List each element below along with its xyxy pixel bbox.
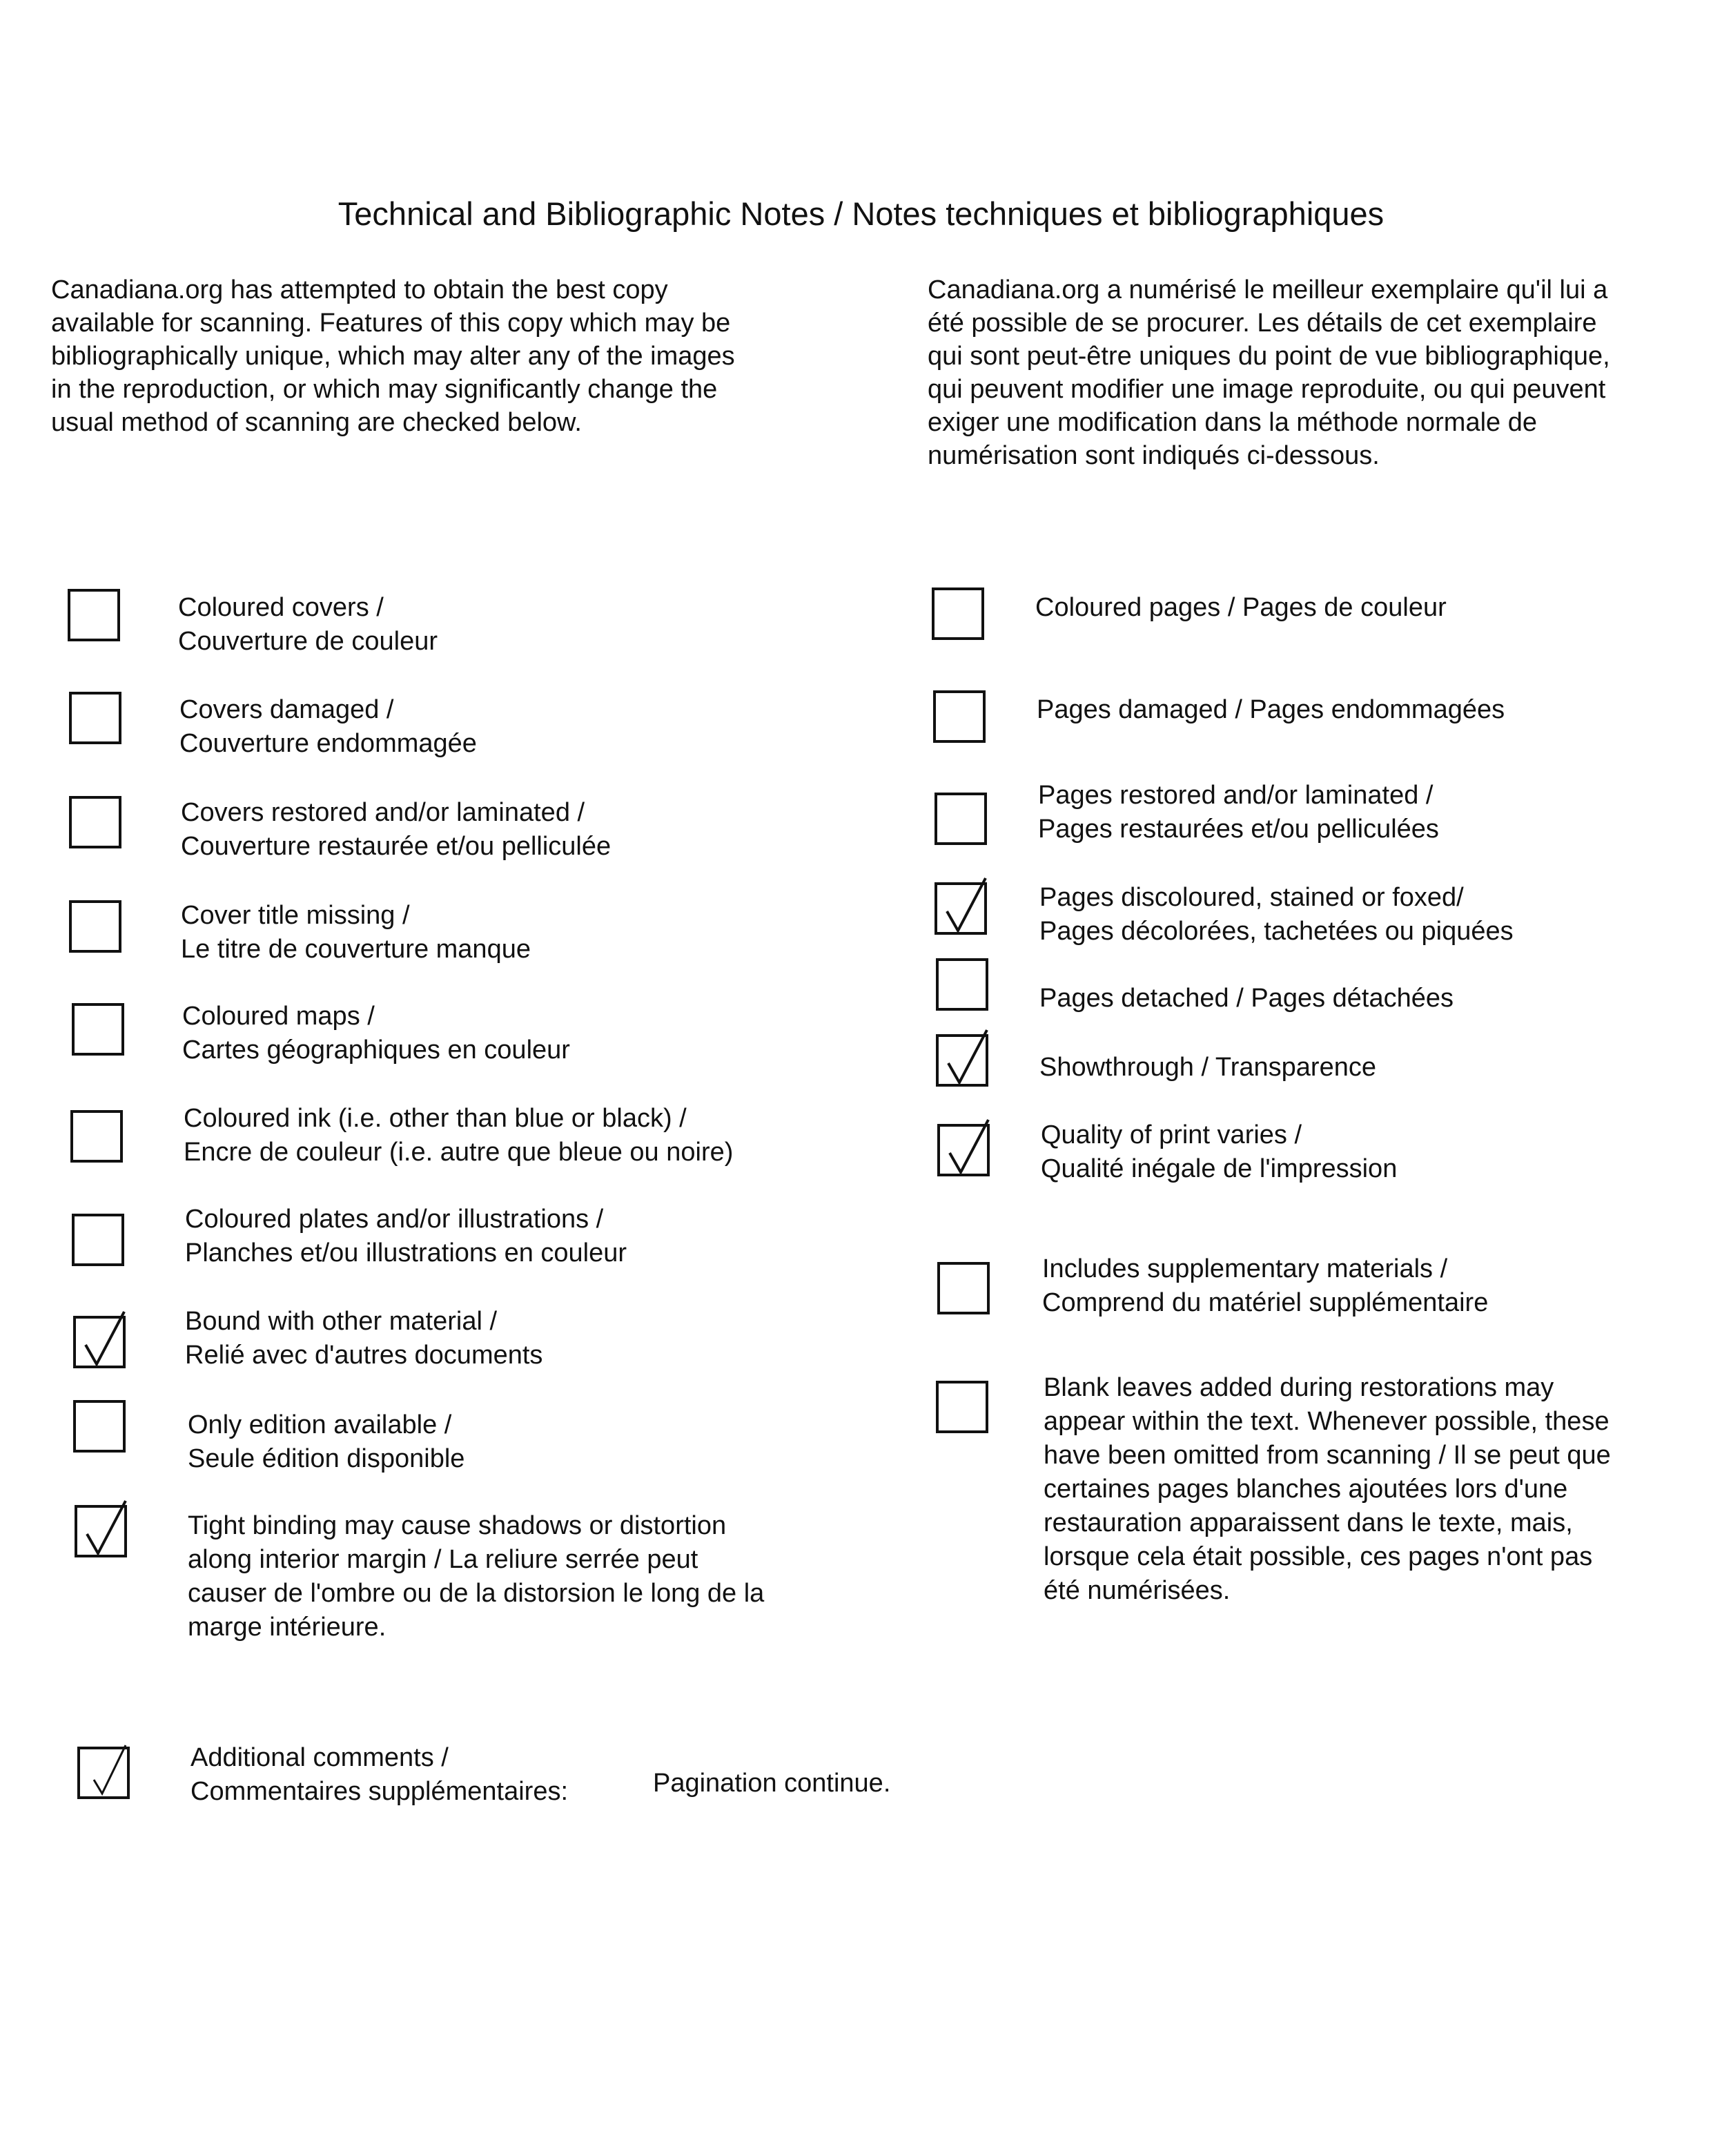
label-line: causer de l'ombre ou de la distorsion le long de la xyxy=(188,1579,765,1608)
label-line: Pages detached / Pages détachées xyxy=(1039,984,1454,1013)
label-line: have been omitted from scanning / Il se peut que xyxy=(1044,1441,1611,1470)
label-line: Pages restaurées et/ou pelliculées xyxy=(1038,815,1439,844)
intro-fr-line: qui sont peut-être uniques du point de vue bibliographique, xyxy=(928,342,1610,371)
label-line: Commentaires supplémentaires: xyxy=(190,1777,569,1806)
right-item-checkbox[interactable] xyxy=(937,1262,990,1314)
additional-comments-checkbox[interactable] xyxy=(77,1747,130,1799)
right-item-label xyxy=(1038,779,1439,846)
intro-fr-line: numérisation sont indiqués ci-dessous. xyxy=(928,441,1380,470)
intro-fr-line: exiger une modification dans la méthode normale de xyxy=(928,408,1537,437)
left-item-checkbox[interactable] xyxy=(72,1214,124,1266)
label-line: Bound with other material / xyxy=(185,1307,498,1336)
right-item-checkbox[interactable] xyxy=(935,882,987,935)
right-item-checkbox[interactable] xyxy=(937,1124,990,1176)
left-item-label xyxy=(184,1102,733,1169)
right-item-label xyxy=(1039,881,1514,949)
left-item-checkbox[interactable] xyxy=(70,1110,123,1163)
additional-comments-label xyxy=(190,1741,568,1809)
label-line: Pages restored and/or laminated / xyxy=(1038,781,1434,810)
label-line: restauration apparaissent dans le texte, mais, xyxy=(1044,1508,1573,1537)
left-item-checkbox[interactable] xyxy=(69,796,121,848)
label-line: marge intérieure. xyxy=(188,1613,387,1642)
label-line: Qualité inégale de l'impression xyxy=(1041,1154,1398,1183)
left-item-checkbox[interactable] xyxy=(73,1400,126,1453)
right-item-checkbox[interactable] xyxy=(933,690,986,743)
right-item-label xyxy=(1039,1051,1376,1085)
left-item-label xyxy=(179,693,477,761)
label-line: Covers restored and/or laminated / xyxy=(181,798,585,827)
left-item-label xyxy=(185,1203,627,1270)
left-item-label xyxy=(181,796,611,864)
label-line: Includes supplementary materials / xyxy=(1042,1254,1448,1283)
right-item-label xyxy=(1041,1118,1397,1186)
label-line: été numérisées. xyxy=(1044,1576,1231,1605)
label-line: Planches et/ou illustrations en couleur xyxy=(185,1239,627,1268)
intro-english xyxy=(51,273,735,439)
right-item-checkbox[interactable] xyxy=(936,958,988,1011)
intro-en-line: in the reproduction, or which may significantly change the xyxy=(51,375,718,404)
right-item-checkbox[interactable] xyxy=(936,1034,988,1087)
label-line: Covers damaged / xyxy=(179,695,394,724)
label-line: Couverture de couleur xyxy=(178,627,438,656)
additional-comments-value: Pagination continue. xyxy=(653,1769,891,1798)
left-item-label xyxy=(182,1000,570,1067)
intro-fr-line: Canadiana.org a numérisé le meilleur exemplaire qu'il lui a xyxy=(928,275,1608,304)
right-item-label xyxy=(1037,693,1505,727)
checkmark-icon xyxy=(933,875,995,944)
label-line: Blank leaves added during restorations may xyxy=(1044,1373,1554,1402)
label-line: appear within the text. Whenever possible, these xyxy=(1044,1407,1610,1436)
right-item-checkbox[interactable] xyxy=(936,1381,988,1433)
label-line: Pages damaged / Pages endommagées xyxy=(1037,695,1505,724)
label-line: Coloured covers / xyxy=(178,593,384,622)
left-item-label xyxy=(188,1408,464,1476)
checkmark-icon xyxy=(936,1117,998,1186)
left-item-checkbox[interactable] xyxy=(72,1003,124,1056)
left-item-checkbox[interactable] xyxy=(73,1316,126,1368)
label-line: Relié avec d'autres documents xyxy=(185,1341,543,1370)
label-line: Showthrough / Transparence xyxy=(1039,1053,1376,1082)
label-line: Only edition available / xyxy=(188,1410,452,1439)
left-item-checkbox[interactable] xyxy=(75,1505,127,1557)
checkmark-icon xyxy=(76,1740,138,1809)
right-item-label xyxy=(1044,1371,1611,1608)
label-line: Coloured ink (i.e. other than blue or black) / xyxy=(184,1104,687,1133)
label-line: Comprend du matériel supplémentaire xyxy=(1042,1288,1489,1317)
label-line: certaines pages blanches ajoutées lors d'une xyxy=(1044,1475,1568,1504)
label-line: Quality of print varies / xyxy=(1041,1120,1302,1149)
label-line: Pages décolorées, tachetées ou piquées xyxy=(1039,917,1514,946)
label-line: Couverture endommagée xyxy=(179,729,477,758)
label-line: Cartes géographiques en couleur xyxy=(182,1036,570,1065)
label-line: Coloured plates and/or illustrations / xyxy=(185,1205,604,1234)
left-item-label xyxy=(188,1509,764,1644)
intro-french xyxy=(928,273,1610,472)
label-line: Le titre de couverture manque xyxy=(181,935,531,964)
left-item-label xyxy=(185,1305,542,1372)
label-line: Cover title missing / xyxy=(181,901,410,930)
label-line: Encre de couleur (i.e. autre que bleue ou noire) xyxy=(184,1138,734,1167)
label-line: Tight binding may cause shadows or distortion xyxy=(188,1511,727,1540)
checkmark-icon xyxy=(72,1309,134,1378)
intro-fr-line: qui peuvent modifier une image reproduite, ou qui peuvent xyxy=(928,375,1606,404)
checkmark-icon xyxy=(73,1498,135,1567)
page-title: Technical and Bibliographic Notes / Notes techniques et bibliographiques xyxy=(337,195,1385,232)
right-item-label xyxy=(1035,591,1447,625)
right-item-label xyxy=(1039,982,1454,1016)
label-line: along interior margin / La reliure serrée peut xyxy=(188,1545,698,1574)
checkmark-icon xyxy=(935,1027,997,1096)
intro-en-line: available for scanning. Features of this copy which may be xyxy=(51,309,731,338)
label-line: Couverture restaurée et/ou pelliculée xyxy=(181,832,611,861)
left-item-label xyxy=(178,591,438,659)
intro-en-line: Canadiana.org has attempted to obtain the best copy xyxy=(51,275,668,304)
right-item-label xyxy=(1042,1252,1488,1320)
label-line: Seule édition disponible xyxy=(188,1444,465,1473)
label-line: Pages discoloured, stained or foxed/ xyxy=(1039,883,1464,912)
left-item-checkbox[interactable] xyxy=(68,589,120,641)
left-item-checkbox[interactable] xyxy=(69,692,121,744)
label-line: Coloured pages / Pages de couleur xyxy=(1035,593,1447,622)
right-item-checkbox[interactable] xyxy=(935,793,987,845)
intro-en-line: usual method of scanning are checked below. xyxy=(51,408,582,437)
label-line: Additional comments / xyxy=(190,1743,449,1772)
label-line: Coloured maps / xyxy=(182,1002,375,1031)
intro-en-line: bibliographically unique, which may alter any of the images xyxy=(51,342,735,371)
left-item-label xyxy=(181,899,531,967)
label-line: lorsque cela était possible, ces pages n'ont pas xyxy=(1044,1542,1593,1571)
right-item-checkbox[interactable] xyxy=(932,587,984,640)
intro-fr-line: été possible de se procurer. Les détails de cet exemplaire xyxy=(928,309,1597,338)
left-item-checkbox[interactable] xyxy=(69,900,121,953)
